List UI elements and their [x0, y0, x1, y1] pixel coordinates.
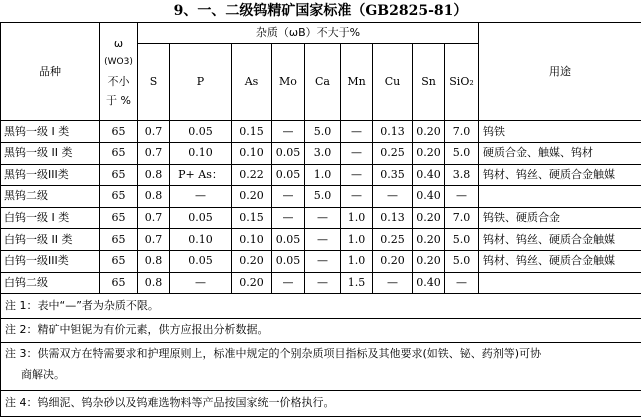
- wo3-cell: 65: [100, 186, 138, 208]
- value-s: 0.7: [138, 207, 170, 229]
- value-mo: —: [272, 186, 305, 208]
- value-p: 0.05: [170, 121, 232, 143]
- value-cu: 0.25: [373, 142, 413, 164]
- table-row: [1, 272, 641, 294]
- table-row: [1, 251, 641, 273]
- note-3-line-2: 商解决。: [21, 368, 65, 382]
- element-sn: Sn: [413, 44, 445, 121]
- value-sn: 0.20: [413, 251, 445, 273]
- use-cell: 钨材、钨丝、硬质合金触媒: [479, 251, 641, 273]
- omega-symbol: ω: [113, 36, 124, 50]
- value-p: 0.05: [170, 207, 232, 229]
- value-sio2: 5.0: [445, 142, 479, 164]
- data-rows: [1, 121, 641, 294]
- table-row: [1, 142, 641, 164]
- value-p: 0.05: [170, 251, 232, 273]
- note-row-4: [1, 390, 641, 416]
- variety-cell: 黑钨一级 II 类: [1, 142, 100, 164]
- use-cell: [479, 272, 641, 294]
- note-4: 注 4：钨细泥、钨杂砂以及钨难选物料等产品按国家统一价格执行。: [1, 390, 641, 416]
- value-ca: 1.0: [305, 164, 341, 186]
- value-mo: 0.05: [272, 251, 305, 273]
- value-s: 0.8: [138, 164, 170, 186]
- element-cu: Cu: [373, 44, 413, 121]
- variety-cell: 白钨一级III类: [1, 251, 100, 273]
- value-p: P+ As：: [170, 164, 232, 186]
- header-impurity: 杂质（ωB）不大于%: [138, 23, 479, 44]
- value-mo: 0.05: [272, 142, 305, 164]
- variety-cell: 白钨二级: [1, 272, 100, 294]
- header-use: 用途: [479, 23, 641, 121]
- wo3-cell: 65: [100, 121, 138, 143]
- value-mn: —: [341, 142, 373, 164]
- omega-min-2: 于 %: [106, 93, 131, 107]
- value-mo: —: [272, 207, 305, 229]
- element-mn: Mn: [341, 44, 373, 121]
- value-ca: —: [305, 229, 341, 251]
- value-sio2: —: [445, 186, 479, 208]
- value-as: 0.10: [232, 229, 272, 251]
- value-p: 0.10: [170, 142, 232, 164]
- table-row: [1, 164, 641, 186]
- value-sn: 0.20: [413, 229, 445, 251]
- element-mo: Mo: [272, 44, 305, 121]
- value-cu: 0.25: [373, 229, 413, 251]
- header-variety: 品种: [1, 23, 100, 121]
- element-sio2: SiO₂: [445, 44, 479, 121]
- value-ca: —: [305, 272, 341, 294]
- value-as: 0.15: [232, 207, 272, 229]
- value-ca: —: [305, 207, 341, 229]
- wo3-cell: 65: [100, 229, 138, 251]
- omega-wo3: (WO3): [104, 56, 133, 67]
- value-as: 0.22: [232, 164, 272, 186]
- note-row-3: [1, 343, 641, 391]
- value-mn: —: [341, 121, 373, 143]
- use-cell: 钨铁: [479, 121, 641, 143]
- table-row: [1, 121, 641, 143]
- value-p: —: [170, 186, 232, 208]
- value-mo: —: [272, 121, 305, 143]
- variety-cell: 黑钨二级: [1, 186, 100, 208]
- value-sn: 0.40: [413, 272, 445, 294]
- wo3-cell: 65: [100, 142, 138, 164]
- value-s: 0.8: [138, 272, 170, 294]
- note-row-2: [1, 318, 641, 342]
- value-cu: 0.20: [373, 251, 413, 273]
- use-cell: 钨材、钨丝、硬质合金触媒: [479, 229, 641, 251]
- value-cu: 0.35: [373, 164, 413, 186]
- header-row-1: [1, 23, 641, 44]
- note-1: 注 1：表中“—”者为杂质不限。: [1, 294, 641, 318]
- value-s: 0.8: [138, 186, 170, 208]
- value-mn: 1.5: [341, 272, 373, 294]
- value-s: 0.7: [138, 121, 170, 143]
- wo3-cell: 65: [100, 272, 138, 294]
- value-p: —: [170, 272, 232, 294]
- variety-cell: 白钨一级 I 类: [1, 207, 100, 229]
- element-s: S: [138, 44, 170, 121]
- use-cell: 钨铁、硬质合金: [479, 207, 641, 229]
- value-s: 0.7: [138, 229, 170, 251]
- note-3: [1, 343, 641, 391]
- note-row-1: [1, 294, 641, 318]
- variety-cell: 黑钨一级III类: [1, 164, 100, 186]
- value-sn: 0.20: [413, 121, 445, 143]
- table-row: [1, 229, 641, 251]
- value-sio2: 7.0: [445, 121, 479, 143]
- wo3-cell: 65: [100, 207, 138, 229]
- value-mn: 1.0: [341, 251, 373, 273]
- value-sio2: 5.0: [445, 229, 479, 251]
- value-sio2: 5.0: [445, 251, 479, 273]
- value-cu: 0.13: [373, 207, 413, 229]
- value-ca: 5.0: [305, 186, 341, 208]
- value-sn: 0.20: [413, 207, 445, 229]
- omega-min-1: 不小: [107, 74, 130, 88]
- value-as: 0.20: [232, 272, 272, 294]
- value-ca: 5.0: [305, 121, 341, 143]
- value-sn: 0.20: [413, 142, 445, 164]
- value-sio2: 3.8: [445, 164, 479, 186]
- element-p: P: [170, 44, 232, 121]
- variety-cell: 白钨一级 II 类: [1, 229, 100, 251]
- element-as: As: [232, 44, 272, 121]
- value-ca: 3.0: [305, 142, 341, 164]
- value-sio2: —: [445, 272, 479, 294]
- table-title: 9、一、二级钨精矿国家标准（GB2825-81）: [173, 3, 468, 19]
- value-mn: —: [341, 186, 373, 208]
- value-as: 0.10: [232, 142, 272, 164]
- standards-table: [0, 22, 641, 417]
- value-mo: —: [272, 272, 305, 294]
- element-ca: Ca: [305, 44, 341, 121]
- value-cu: 0.13: [373, 121, 413, 143]
- value-as: 0.15: [232, 121, 272, 143]
- value-mn: —: [341, 164, 373, 186]
- value-mo: 0.05: [272, 229, 305, 251]
- value-as: 0.20: [232, 251, 272, 273]
- use-cell: [479, 186, 641, 208]
- wo3-cell: 65: [100, 164, 138, 186]
- value-as: 0.20: [232, 186, 272, 208]
- value-mn: 1.0: [341, 207, 373, 229]
- value-s: 0.7: [138, 142, 170, 164]
- note-2: 注 2：精矿中钽铌为有价元素，供方应报出分析数据。: [1, 318, 641, 342]
- value-ca: —: [305, 251, 341, 273]
- value-mn: 1.0: [341, 229, 373, 251]
- value-p: 0.10: [170, 229, 232, 251]
- variety-cell: 黑钨一级 I 类: [1, 121, 100, 143]
- value-sn: 0.40: [413, 186, 445, 208]
- value-cu: —: [373, 186, 413, 208]
- header-wo3: [100, 23, 138, 121]
- table-row: [1, 207, 641, 229]
- wo3-cell: 65: [100, 251, 138, 273]
- use-cell: 钨材、钨丝、硬质合金触媒: [479, 164, 641, 186]
- value-sn: 0.40: [413, 164, 445, 186]
- note-3-line-1: 注 3：供需双方在特需要求和护理原则上，标准中规定的个别杂质项目指标及其他要求(如铁、铋、药剂等)可协: [5, 347, 542, 361]
- value-s: 0.8: [138, 251, 170, 273]
- value-cu: —: [373, 272, 413, 294]
- value-sio2: 7.0: [445, 207, 479, 229]
- use-cell: 硬质合金、触媒、钨材: [479, 142, 641, 164]
- value-mo: 0.05: [272, 164, 305, 186]
- table-row: [1, 186, 641, 208]
